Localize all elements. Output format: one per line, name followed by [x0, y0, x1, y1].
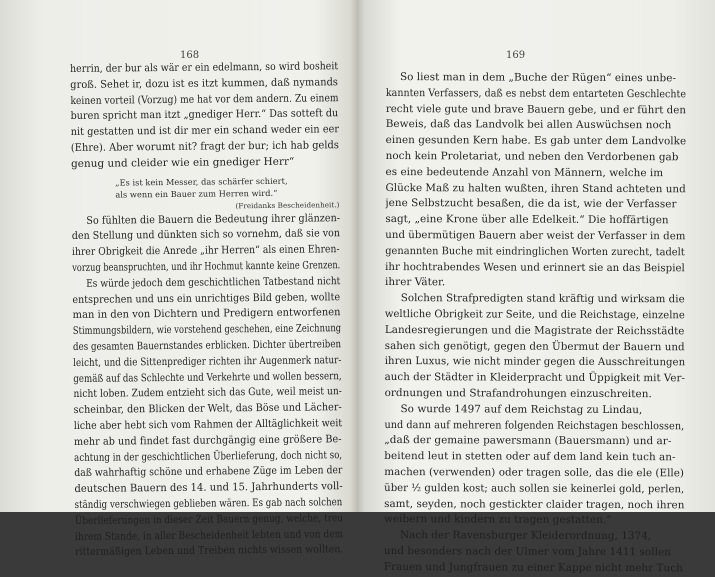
text-line: leicht, und die Sittenprediger richten ihr Augenmerk natur- [73, 353, 342, 369]
quote-line: als wenn ein Bauer zum Herren wird.“ [115, 187, 278, 200]
text-line: Solchen Strafpredigten stand kräftig und wirksam die [400, 292, 685, 306]
text-line: man in den von Dichtern und Predigern entworfenen [72, 306, 341, 322]
text-line: daß wahrhaftig schöne und erhabene Züge im Leben der [74, 464, 343, 480]
text-line: (Ehre). Aber worumt nit? fragt der bur; ich hab gelds [70, 139, 340, 154]
text-line: Landesregierungen und die Magistrate der Reichsstädte [384, 323, 685, 338]
text-line: ihren Luxus, wie nicht minder gegen die Ausschreitungen [384, 355, 686, 369]
text-line: rittermäßigen Leben und Treiben nichts wissen wollten. [75, 543, 344, 559]
text-line: beitend leut in stetten oder auf dem land kein tuch an- [384, 450, 676, 464]
text-line: Es würde jedoch dem geschichtlichen Tatbestand nicht [86, 274, 341, 290]
text-line: gemäß auf das Schlechte und Verkehrte und wollen bessern, [73, 369, 342, 385]
text-line: über ½ gulden kost; auch sollen sie keinerlei gold, perlen, [384, 481, 685, 496]
text-line: Glücke Maß zu halten wußten, ihren Stand achteten und [385, 181, 686, 195]
text-line: machen (verwenden) oder tragen solle, das die ele (Elle) [384, 465, 685, 480]
text-line: weibern und kindern zu tragen gestatten.“ [384, 513, 612, 527]
text-line: ihrer Obrigkeit die Anrede „ihr Herren“ als einen Ehren- [71, 243, 340, 259]
text-line: buren spricht man itzt „gnediger Herr.“ Das sotteft du [70, 107, 339, 123]
text-line: ständig verschwiegen geblieben wären. Es gab nach solchen [74, 496, 343, 511]
text-line: So wurde 1497 auf dem Reichstag zu Lindau, [400, 402, 643, 416]
text-line: genannten Buche mit eindringlichen Worten zurecht, tadelt [385, 244, 685, 259]
text-line: So liest man in dem „Buche der Rügen“ eines unbe- [399, 71, 677, 85]
quote-line: „Es ist kein Messer, das schärfer schiert, [115, 175, 288, 188]
text-line: noch kein Proletariat, und neben den Verdorbenen gab [385, 149, 679, 164]
page-number: 169 [506, 50, 526, 61]
text-line: und dann auf mehreren folgenden Reichstagen beschlossen, [384, 418, 685, 432]
left-page [0, 0, 357, 559]
text-line: Beweis, daß das Landvolk bei allen Auswüchsen noch [385, 118, 672, 132]
text-line: keinen vorteil (Vorzug) me hat vor dem andern. Zu einem [70, 91, 339, 107]
text-line: Überlieferungen in dieser Zeit Bauern genug, welche, treu [74, 511, 344, 527]
text-line: einen gesunden Kern habe. Es gab unter dem Landvolke [385, 134, 687, 148]
text-line: genug und cleider wie ein gnediger Herr“ [71, 155, 295, 170]
text-line: kannten Verfassers, daß es nebst dem entarteten Geschlechte [385, 86, 687, 101]
quote-attribution: (Freidanks Bescheidenheit.) [235, 199, 340, 210]
text-line: entsprechen und uns ein unrichtiges Bild geben, wollte [72, 290, 341, 306]
text-line: deutschen Bauern des 14. und 15. Jahrhunderts voll- [74, 480, 343, 496]
text-line: ordnungen und Strafandrohungen einzuschreiten. [384, 386, 652, 401]
text-line: So fühlten die Bauern die Bedeutung ihrer glänzen- [86, 211, 341, 227]
text-line: ihrem Stande, in aller Bescheidenheit lebten und von dem [74, 527, 344, 543]
page-text [70, 59, 343, 561]
text-line: und besonders nach der Ulmer vom Jahre 1411 sollen [383, 544, 671, 559]
text-line: vorzug beanspruchten, und ihr Hochmut kannte keine Grenzen. [72, 259, 341, 274]
text-line: sahen sich genötigt, gegen den Übermut der Bauern und [384, 339, 685, 353]
text-line: nit gestatten und ist dir mer ein schand weder ein eer [70, 123, 340, 139]
text-line: samt, seyden, noch gestickter claider tragen, noch ihren [384, 497, 685, 511]
text-line: groß. Sehet ir, dozu ist es itzt kummen, daß nymands [70, 75, 339, 91]
text-line: Stimmungsbildern, wie vorstehend geschehen, eine Zeichnung [72, 322, 342, 338]
text-line: recht viele gute und brave Bauern gebe, und er führt den [385, 102, 686, 116]
text-line: sagt, „eine Krone über alle Edelkeit.“ Die hoffärtigen [385, 213, 669, 227]
text-line: ihrer Väter. [385, 276, 446, 289]
page-number: 168 [180, 50, 200, 61]
page-text [384, 70, 686, 577]
text-line: liche aber hebt sich vom Rahmen der Alltäglichkeit weit [73, 417, 343, 432]
text-line: jene Selbstzucht besaßen, die da ist, wie der Verfasser [385, 197, 677, 211]
text-line: Nach der Ravensburger Kleiderordnung, 1374, [399, 529, 652, 543]
text-line: herrin, der bur als wär er ein edelmann, so wird bosheit [70, 60, 339, 75]
text-line: weltliche Obrigkeit zur Seite, und die Reichstage, einzelne [384, 307, 685, 322]
text-line: den Stellung und dünkten sich so vornehm, daß sie von [71, 227, 341, 243]
text-line: achtung in der geschichtlichen Überlieferung, doch nicht so, [74, 448, 343, 464]
text-line: „daß der gemaine pawersmann (Bauersmann) und ar- [384, 434, 672, 448]
text-line: scheinbar, den Blicken der Welt, das Böse und Lächer- [73, 401, 342, 417]
text-line: es eine bedeutende Anzahl von Männern, welche im [385, 165, 664, 179]
right-page [358, 0, 715, 575]
text-line: auch der Städter in Kleiderpracht und Üppigkeit mit Ver- [384, 371, 686, 385]
text-line: ihr hochtrabendes Wesen und erinnert sie an das Beispiel [385, 260, 685, 274]
text-line: des gesamten Bauernstandes erblicken. Dichter übertreiben [72, 338, 342, 353]
text-line: mehr ab und findet fast durchgängig eine größere Be- [73, 432, 342, 448]
text-line: nicht loben. Zudem entzieht sich das Gute, weil meist un- [73, 385, 342, 401]
text-line: und übermütigen Bauern aber weist der Verfasser in dem [385, 228, 686, 243]
text-line: Frauen und Jungfrauen zu einer Kappe nicht mehr Tuch [383, 560, 683, 575]
